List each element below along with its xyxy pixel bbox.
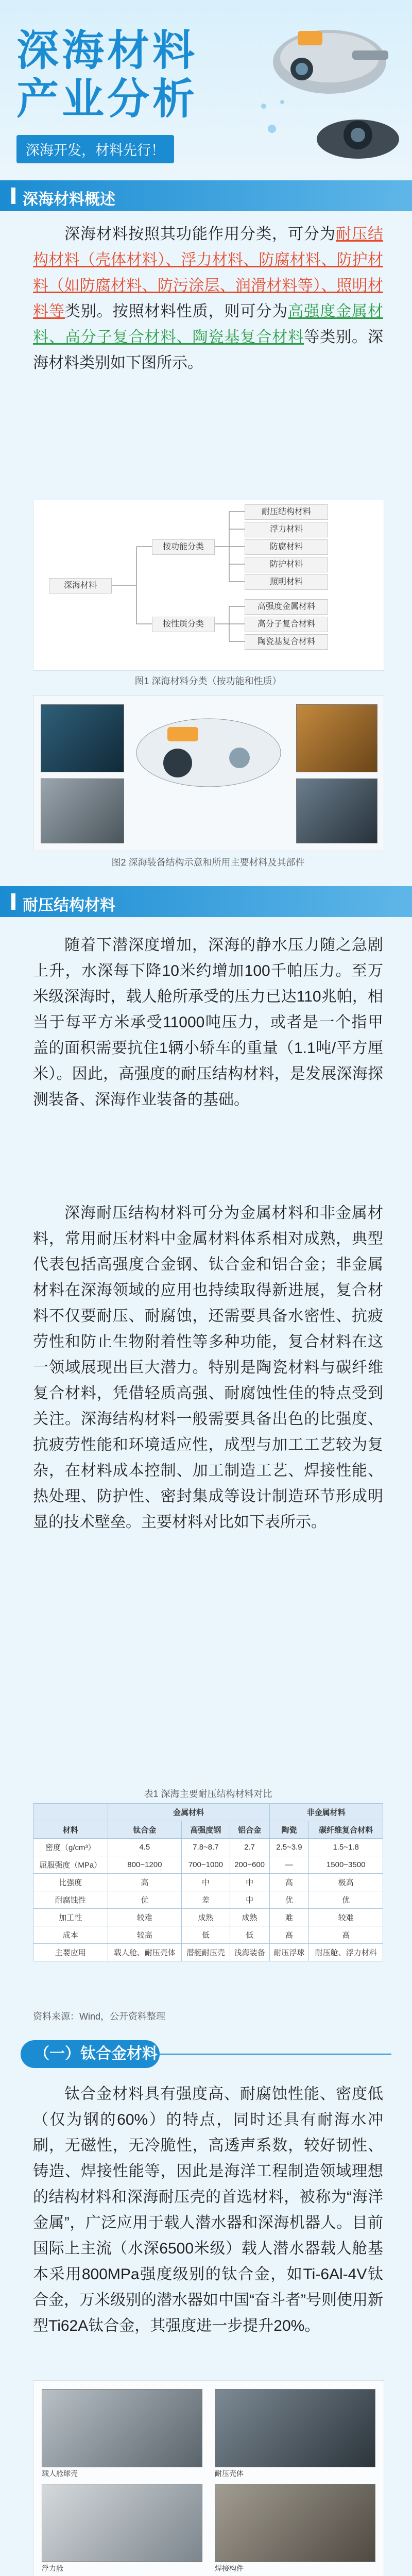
table-cell: 浅海装备: [230, 1944, 269, 1961]
subsection-header: [0, 2040, 412, 2068]
table-cell: 低: [182, 1926, 230, 1944]
table-cell: 2.7: [230, 1839, 269, 1856]
table-cell: 高: [269, 1874, 309, 1891]
highlight-functional-types: 耐压结构材料（壳体材料）、浮力材料、防腐材料、防护材料（如防腐材料、防污涂层、润滑材料等）、照明材料等: [33, 226, 383, 320]
table-group-row: [33, 1804, 383, 1821]
text-end: 等类别。深海材料类别如下图所示。: [33, 329, 384, 371]
equipment-photo: [296, 778, 377, 843]
table-source: 资料来源：Wind，公开资料整理: [33, 2011, 166, 2022]
table-cell: 优: [269, 1891, 309, 1909]
table-cell: 优: [108, 1891, 182, 1909]
table-cell: 中: [230, 1874, 269, 1891]
section-bar: [11, 188, 15, 204]
table-cell: 低: [230, 1926, 269, 1944]
table-cell: 4.5: [108, 1839, 182, 1856]
table-cell: 载人舱、耐压壳体: [108, 1944, 182, 1961]
table-cell: 成熟: [230, 1909, 269, 1926]
table-cell: 高: [269, 1926, 309, 1944]
photo-label: 焊接构件: [215, 2564, 244, 2572]
table-cell: 1500~3500: [309, 1856, 383, 1874]
submersible-illustration: [242, 0, 412, 170]
figure-classification-mindmap: [33, 500, 384, 671]
section-title: 耐压结构材料: [23, 897, 115, 914]
table-cell: 较高: [108, 1926, 182, 1944]
mindmap-leaf: 陶瓷基复合材料: [245, 634, 328, 650]
subsection-line: [160, 2054, 391, 2055]
table-row: [33, 1909, 383, 1926]
table-header-cell: 陶瓷: [269, 1821, 309, 1839]
header-banner: [0, 0, 412, 170]
table-cell: 加工性: [33, 1909, 108, 1926]
equipment-photo: [296, 704, 377, 772]
mindmap-node-function: 按功能分类: [152, 539, 215, 555]
pressure-paragraph-1: [33, 933, 383, 1113]
pressure-paragraph-2: [33, 1200, 383, 1535]
mindmap-leaf: 耐压结构材料: [245, 504, 328, 520]
photo-label: 浮力舱: [42, 2564, 63, 2572]
mindmap-leaf: 照明材料: [245, 574, 328, 590]
table-cell: 1.5~1.8: [309, 1839, 383, 1856]
section-header-overview: [0, 180, 412, 211]
figure2-caption: 图2 深海装备结构示意和所用主要材料及其部件: [111, 857, 305, 868]
table-cell: 潜艇耐压壳: [182, 1944, 230, 1961]
pressure-text-1: 随着下潜深度增加，深海的静水压力随之急剧上升，水深每下降10米约增加100千帕压力。至万米级深海时，载人舱所承受的压力已达110兆帕，相当于每平方米承受11000吨压力，或者是一个指甲盖的面积需要抗住1辆小轿车的重量（1.1吨/平方厘米）。因此，高强度的耐压结构材料，是发展深海探测装备、深海作业装备的基础。: [33, 937, 383, 1108]
mindmap-node-property: 按性质分类: [152, 617, 215, 632]
table-cell: 成本: [33, 1926, 108, 1944]
mindmap-leaf: 防护材料: [245, 557, 328, 572]
table-cell: 耐腐蚀性: [33, 1891, 108, 1909]
table-cell: 差: [182, 1891, 230, 1909]
figure-titanium-parts: [33, 2380, 384, 2576]
table-cell: 密度（g/cm³）: [33, 1839, 108, 1856]
equipment-photo: [41, 778, 124, 843]
table-row: [33, 1874, 383, 1891]
materials-comparison-table: [33, 1803, 383, 1961]
table-row: [33, 1891, 383, 1909]
table-cell: 耐压舱、浮力材料: [309, 1944, 383, 1961]
table-cell: 7.8~8.7: [182, 1839, 230, 1856]
submersible-diagram: [131, 706, 286, 794]
table-cell: 中: [230, 1891, 269, 1909]
pressure-text-2: 深海耐压结构材料可分为金属材料和非金属材料，常用耐压材料中金属材料体系相对成熟，典型代表包括高强度合金钢、钛合金和铝合金；非金属材料在深海领域的应用也持续取得新进展，复合材料不仅要耐压、耐腐蚀，还需要具备水密性、抗疲劳性和防止生物附着性等多种功能，复合材料在这一领域展现出巨大潜力。特别是陶瓷材料与碳纤维复合材料，凭借轻质高强、耐腐蚀性佳的特点受到关注。深海结构材料一般需要具备出色的比强度、抗疲劳性能和环境适应性，成型与加工工艺较为复杂，在材料成本控制、加工制造工艺、焊接性能、热处理、防护性、密封集成等设计制造环节形成明显的技术壁垒。主要材料对比如下表所示。: [33, 1205, 383, 1531]
section-bar: [11, 893, 15, 910]
table-cell: 较难: [309, 1909, 383, 1926]
table-group-cell: 非金属材料: [269, 1804, 383, 1821]
mindmap-leaf: 高分子复合材料: [245, 617, 328, 632]
table-cell: 耐压浮球: [269, 1944, 309, 1961]
table-cell: 2.5~3.9: [269, 1839, 309, 1856]
table-cell: 主要应用: [33, 1944, 108, 1961]
photo-label: 耐压壳体: [215, 2469, 244, 2478]
table-row: [33, 1926, 383, 1944]
table-cell: —: [269, 1856, 309, 1874]
table-caption: 表1 深海主要耐压结构材料对比: [144, 1789, 272, 1799]
table-cell: 800~1200: [108, 1856, 182, 1874]
mindmap-leaf: 高强度金属材料: [245, 599, 328, 615]
table-group-cell: [33, 1804, 108, 1821]
table-header-cell: 碳纤维复合材料: [309, 1821, 383, 1839]
mindmap-root: 深海材料: [49, 578, 112, 594]
table-header-cell: 钛合金: [108, 1821, 182, 1839]
titanium-text-1: 钛合金材料具有强度高、耐腐蚀性能、密度低（仅为钢的60%）的特点，同时还具有耐海水冲刷，无磁性，无冷脆性，高透声系数，较好韧性、铸造、焊接性能等，因此是海洋工程制造领域理想的结构材料和深海耐压壳的首选材料，被称为“海洋金属”，广泛应用于载人潜水器和深海机器人。目前国际上主流（水深6500米级）载人潜水器载人舱基本采用800MPa强度级别的钛合金，如Ti-6Al-4V钛合金，万米级别的潜水器如中国“奋斗者”号则使用新型Ti62A钛合金，其强度进一步提升20%。: [33, 2086, 383, 2334]
section-title: 深海材料概述: [23, 191, 115, 208]
section-header-pressure: [0, 886, 412, 917]
text-intro: 深海材料按照其功能作用分类，可分为: [64, 226, 336, 243]
photo-label: 载人舱球壳: [42, 2469, 78, 2478]
table-cell: 比强度: [33, 1874, 108, 1891]
table-header-row: [33, 1821, 383, 1839]
table-cell: 中: [182, 1874, 230, 1891]
table-row: [33, 1944, 383, 1961]
table-cell: 较难: [108, 1909, 182, 1926]
titanium-part-photo: [215, 2484, 375, 2562]
table-header-cell: 高强度钢: [182, 1821, 230, 1839]
titanium-part-photo: [42, 2389, 202, 2467]
titanium-paragraph-1: [33, 2081, 383, 2339]
header-tagline: 深海开发，材料先行！: [16, 135, 174, 163]
table-cell: 700~1000: [182, 1856, 230, 1874]
overview-paragraph: [33, 222, 383, 376]
table-cell: 屈服强度（MPa）: [33, 1856, 108, 1874]
table-header-cell: 材料: [33, 1821, 108, 1839]
header-title-line2: 产业分析: [16, 75, 198, 124]
table-cell: 高: [108, 1874, 182, 1891]
table-cell: 高: [309, 1926, 383, 1944]
figure1-caption: 图1 深海材料分类（按功能和性质）: [134, 676, 282, 686]
table-header-cell: 铝合金: [230, 1821, 269, 1839]
table-cell: 200~600: [230, 1856, 269, 1874]
table-cell: 极高: [309, 1874, 383, 1891]
table-row: [33, 1839, 383, 1856]
table-row: [33, 1856, 383, 1874]
subsection-tag: （一）钛合金材料: [21, 2040, 160, 2068]
text-middle: 类别。按照材料性质，则可分为: [64, 303, 288, 320]
equipment-photo: [41, 704, 124, 772]
table-cell: 难: [269, 1909, 309, 1926]
table-cell: 优: [309, 1891, 383, 1909]
table-cell: 成熟: [182, 1909, 230, 1926]
titanium-part-photo: [215, 2389, 375, 2467]
highlight-property-types: 高强度金属材料、高分子复合材料、陶瓷基复合材料: [33, 303, 384, 346]
titanium-part-photo: [42, 2484, 202, 2562]
table-group-cell: 金属材料: [108, 1804, 269, 1821]
subsection-pill: [21, 2040, 391, 2068]
mindmap-leaf: 浮力材料: [245, 522, 328, 537]
mindmap-leaf: 防腐材料: [245, 539, 328, 555]
figure-equipment-structure: [33, 696, 384, 851]
header-title-line1: 深海材料: [16, 26, 198, 75]
